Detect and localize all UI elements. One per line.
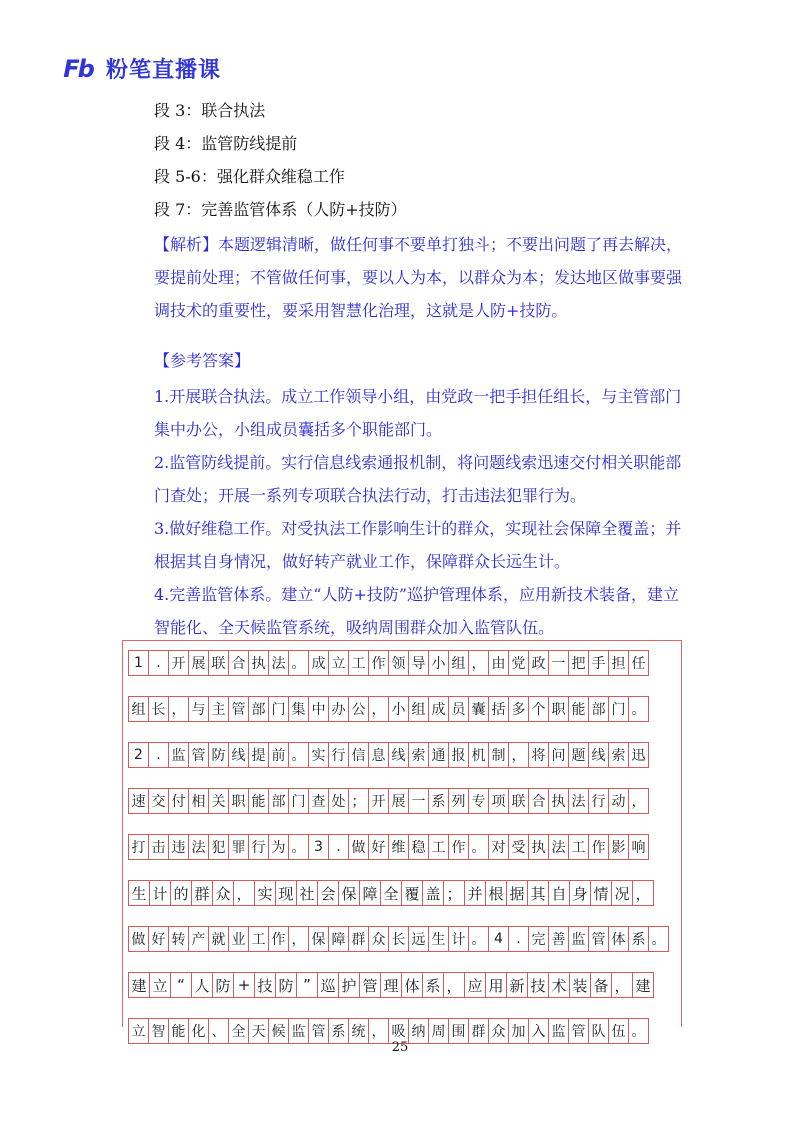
grid-cell: 合 [528,788,549,814]
grid-cell: ， [468,650,489,676]
grid-cell: 众 [368,926,389,952]
grid-cell: 障 [328,926,349,952]
analysis-paragraph [122,228,682,327]
grid-cell: 处 [328,788,349,814]
grid-cell: 防 [212,972,234,998]
grid-cell: 转 [168,926,189,952]
grid-cell: 击 [148,834,169,860]
grid-cell: 长 [148,696,169,722]
grid-cell: 法 [568,788,589,814]
grid-cell: 术 [548,972,570,998]
grid-cell: 周 [428,1018,449,1044]
grid-cell: 管 [588,926,609,952]
answer-3-text: 3.做好维稳工作。对受执法工作影响生计的群众，实现社会保障全覆盖；并根据其自身情况，做好转产就业工作，保障群众长远生计。 [154,519,682,571]
grid-cell: 门 [268,696,289,722]
grid-cell: 索 [408,742,429,768]
grid-cell: 产 [188,926,209,952]
brand-logo [58,53,221,84]
grid-cell: 主 [208,696,229,722]
analysis-text: 【解析】本题逻辑清晰，做任何事不要单打独斗；不要出问题了再去解决，要提前处理；不管做任何事，要以人为本，以群众为本；发达地区做事要强调技术的重要性，要采用智慧化治理，这就是人防+技防。 [154,235,683,320]
grid-cell: 一 [548,650,569,676]
grid-cell: 管 [308,1018,329,1044]
grid-cell: 备 [590,972,612,998]
grid-cell: 政 [528,650,549,676]
grid-cell: 作 [268,926,289,952]
grid-cell: 化 [188,1018,209,1044]
grid-cell: 理 [380,972,402,998]
grid-cell: ； [443,880,465,906]
section-5-6: 段 5-6：强化群众维稳工作 [154,167,345,186]
answer-2-text: 2.监管防线提前。实行信息线索通报机制，将问题线索迅速交付相关职能部门查处；开展一系列专项联合执法行动，打击违法犯罪行为。 [154,453,682,505]
grid-cell: 一 [408,788,429,814]
grid-cell: 问 [548,742,569,768]
grid-cell: 查 [308,788,329,814]
grid-cell: 行 [248,834,269,860]
grid-cell: 业 [228,926,249,952]
grid-cell: 监 [548,1018,569,1044]
grid-cell: 、 [208,1018,229,1044]
grid-cell: 巡 [317,972,339,998]
grid-cell: 会 [317,880,339,906]
grid-cell: ， [233,880,255,906]
grid-cell: 部 [268,788,289,814]
grid-cell: 体 [608,926,629,952]
grid-cell: 工 [428,834,449,860]
grid-cell: 况 [611,880,633,906]
grid-cell: 队 [588,1018,609,1044]
grid-row [128,926,668,952]
grid-cell: 行 [588,788,609,814]
grid-cell: 信 [348,742,369,768]
grid-cell: 障 [359,880,381,906]
grid-cell: 罪 [228,834,249,860]
grid-cell: 好 [368,834,389,860]
grid-cell: 任 [628,650,649,676]
grid-cell: 线 [388,742,409,768]
grid-cell: 索 [608,742,629,768]
grid-cell: 情 [590,880,612,906]
grid-cell: 监 [168,742,189,768]
grid-cell: 个 [528,696,549,722]
grid-cell: 入 [528,1018,549,1044]
grid-cell: 职 [548,696,569,722]
grid-cell: 围 [448,1018,469,1044]
grid-cell: 门 [608,696,629,722]
answer-title: 【参考答案】 [154,351,251,370]
grid-cell: ” [296,972,318,998]
grid-cell: 远 [408,926,429,952]
grid-cell: 专 [468,788,489,814]
grid-cell: 中 [308,696,329,722]
grid-cell: ， [288,926,309,952]
grid-cell: 法 [548,834,569,860]
grid-cell: 其 [527,880,549,906]
grid-cell: 管 [228,696,249,722]
grid-cell: 领 [388,650,409,676]
grid-cell: 装 [569,972,591,998]
grid-cell: 部 [248,696,269,722]
grid-cell: 犯 [208,834,229,860]
logo-mark: Fb [63,54,93,83]
grid-cell: 并 [464,880,486,906]
grid-cell: 加 [508,1018,529,1044]
grid-cell: 计 [448,926,469,952]
answer-1 [122,380,682,446]
grid-cell: 与 [188,696,209,722]
grid-cell: 防 [275,972,297,998]
answer-4 [122,578,682,644]
grid-cell: 法 [188,834,209,860]
grid-row [128,834,668,860]
grid-cell: 系 [422,972,444,998]
grid-cell: 。 [628,1018,649,1044]
grid-cell: 4 [488,926,509,952]
grid-cell: 制 [488,742,509,768]
grid-cell: ， [168,696,189,722]
grid-cell: 做 [348,834,369,860]
grid-cell: 完 [528,926,549,952]
grid-row [128,880,668,906]
grid-cell: 技 [254,972,276,998]
grid-cell: 门 [288,788,309,814]
grid-cell: 组 [448,650,469,676]
grid-cell: 作 [588,834,609,860]
grid-cell: 把 [568,650,589,676]
grid-cell: 管 [188,742,209,768]
grid-cell: 。 [288,834,309,860]
grid-cell: 纳 [408,1018,429,1044]
grid-cell: 能 [248,788,269,814]
grid-cell: 速 [128,788,149,814]
grid-cell: 公 [348,696,369,722]
grid-cell: 。 [648,926,669,952]
grid-cell: 自 [548,880,570,906]
grid-cell: 1 [128,650,149,676]
answer-4-text: 4.完善监管体系。建立“人防+技防”巡护管理体系，应用新技术装备，建立智能化、全天候监管系统，吸纳周围群众加入监管队伍。 [154,585,680,637]
grid-cell: ， [632,880,654,906]
grid-cell: 括 [488,696,509,722]
grid-cell: 群 [191,880,213,906]
grid-cell: 法 [268,650,289,676]
grid-cell: 实 [308,742,329,768]
grid-cell: . [148,650,169,676]
grid-cell: 实 [254,880,276,906]
grid-cell: 管 [359,972,381,998]
grid-cell: ， [368,696,389,722]
grid-cell: . [508,926,529,952]
grid-cell: 稳 [408,834,429,860]
grid-cell: 2 [128,742,149,768]
grid-cell: 机 [468,742,489,768]
answer-3 [122,512,682,578]
grid-cell: 多 [508,696,529,722]
logo-text: 粉笔直播课 [106,58,222,83]
grid-cell: 。 [288,650,309,676]
grid-cell: 应 [464,972,486,998]
grid-cell: 保 [338,880,360,906]
section-4: 段 4：监管防线提前 [154,134,298,153]
grid-cell: 保 [308,926,329,952]
grid-cell: 能 [568,696,589,722]
grid-cell: 全 [380,880,402,906]
grid-cell: 线 [228,742,249,768]
grid-cell: 人 [191,972,213,998]
grid-cell: ， [611,972,633,998]
page-number: 25 [391,1040,409,1055]
grid-cell: 系 [428,788,449,814]
grid-cell: ， [508,742,529,768]
grid-cell: 交 [148,788,169,814]
grid-cell: 社 [296,880,318,906]
grid-cell: 手 [588,650,609,676]
grid-cell: 作 [368,650,389,676]
grid-cell: 身 [569,880,591,906]
grid-cell: 担 [608,650,629,676]
grid-cell: 对 [488,834,509,860]
grid-cell: 导 [408,650,429,676]
grid-cell: 统 [348,1018,369,1044]
grid-cell: 候 [268,1018,289,1044]
grid-cell: 影 [608,834,629,860]
grid-cell: 员 [448,696,469,722]
grid-cell: 防 [208,742,229,768]
grid-cell: 的 [170,880,192,906]
grid-cell: 众 [212,880,234,906]
grid-cell: 生 [428,926,449,952]
grid-cell: 开 [368,788,389,814]
grid-cell: 能 [168,1018,189,1044]
grid-cell: 迅 [628,742,649,768]
grid-cell: 集 [288,696,309,722]
grid-cell: 受 [508,834,529,860]
grid-cell: 立 [128,1018,149,1044]
grid-cell: 线 [588,742,609,768]
grid-cell: 工 [348,650,369,676]
grid-cell: 护 [338,972,360,998]
grid-cell: 通 [428,742,449,768]
grid-cell: 工 [248,926,269,952]
grid-row [128,650,668,676]
grid-cell: 前 [268,742,289,768]
grid-cell: 。 [468,926,489,952]
grid-cell: ， [368,1018,389,1044]
grid-cell: 展 [388,788,409,814]
grid-cell: 建 [128,972,150,998]
grid-cell: 智 [148,1018,169,1044]
grid-cell: 职 [228,788,249,814]
grid-cell: 好 [148,926,169,952]
grid-cell: 据 [506,880,528,906]
grid-cell: 响 [628,834,649,860]
grid-cell: 工 [568,834,589,860]
grid-cell: 将 [528,742,549,768]
grid-cell: 计 [149,880,171,906]
grid-cell: “ [170,972,192,998]
grid-cell: 组 [128,696,149,722]
grid-cell: 伍 [608,1018,629,1044]
grid-cell: 群 [468,1018,489,1044]
grid-cell: 展 [188,650,209,676]
grid-cell: 联 [208,650,229,676]
grid-cell: 列 [448,788,469,814]
grid-cell: 众 [488,1018,509,1044]
grid-cell: 维 [388,834,409,860]
grid-cell: 根 [485,880,507,906]
grid-cell: 开 [168,650,189,676]
section-3: 段 3：联合执法 [154,101,266,120]
grid-cell: 联 [508,788,529,814]
grid-cell: 管 [568,1018,589,1044]
grid-cell: + [233,972,255,998]
grid-cell: 建 [632,972,654,998]
grid-cell: 生 [128,880,150,906]
grid-cell: 群 [348,926,369,952]
grid-cell: 吸 [388,1018,409,1044]
grid-cell: ， [443,972,465,998]
grid-cell: 为 [268,834,289,860]
grid-cell: 就 [208,926,229,952]
grid-cell: 组 [408,696,429,722]
grid-cell: ； [348,788,369,814]
grid-cell: 部 [588,696,609,722]
grid-cell: ， [628,788,649,814]
grid-cell: 。 [288,742,309,768]
grid-cell: 小 [388,696,409,722]
grid-cell: 党 [508,650,529,676]
grid-cell: 覆 [401,880,423,906]
grid-cell: 题 [568,742,589,768]
grid-cell: 执 [548,788,569,814]
grid-cell: 系 [328,1018,349,1044]
grid-cell: 3 [308,834,329,860]
grid-cell: 关 [208,788,229,814]
grid-cell: 合 [228,650,249,676]
grid-cell: 技 [527,972,549,998]
grid-cell: 系 [628,926,649,952]
grid-cell: 监 [568,926,589,952]
grid-cell: . [328,834,349,860]
grid-cell: 小 [428,650,449,676]
grid-cell: 。 [628,696,649,722]
grid-cell: 作 [448,834,469,860]
grid-cell: 由 [488,650,509,676]
grid-cell: 体 [401,972,423,998]
grid-cell: 立 [328,650,349,676]
grid-cell: . [148,742,169,768]
grid-cell: 报 [448,742,469,768]
grid-row [128,972,668,998]
grid-cell: 成 [428,696,449,722]
grid-cell: 付 [168,788,189,814]
grid-cell: 执 [528,834,549,860]
grid-cell: 成 [308,650,329,676]
grid-cell: 立 [149,972,171,998]
answer-2 [122,446,682,512]
grid-cell: 盖 [422,880,444,906]
grid-cell: 囊 [468,696,489,722]
grid-cell: 项 [488,788,509,814]
grid-cell: 打 [128,834,149,860]
grid-cell: 天 [248,1018,269,1044]
grid-cell: 全 [228,1018,249,1044]
grid-cell: 息 [368,742,389,768]
grid-cell: 相 [188,788,209,814]
grid-cell: 办 [328,696,349,722]
grid-cell: 做 [128,926,149,952]
grid-row [128,742,668,768]
grid-cell: 现 [275,880,297,906]
grid-cell: 违 [168,834,189,860]
section-7: 段 7：完善监管体系（人防+技防） [154,200,407,219]
grid-cell: 用 [485,972,507,998]
grid-row [128,788,668,814]
grid-row [128,696,668,722]
grid-cell: 执 [248,650,269,676]
grid-cell: 监 [288,1018,309,1044]
grid-cell: 动 [608,788,629,814]
grid-cell: 行 [328,742,349,768]
grid-cell: 长 [388,926,409,952]
grid-cell: 善 [548,926,569,952]
grid-cell: 新 [506,972,528,998]
grid-cell: 。 [468,834,489,860]
grid-cell: 提 [248,742,269,768]
answer-1-text: 1.开展联合执法。成立工作领导小组，由党政一把手担任组长，与主管部门集中办公，小组成员囊括多个职能部门。 [154,387,682,439]
